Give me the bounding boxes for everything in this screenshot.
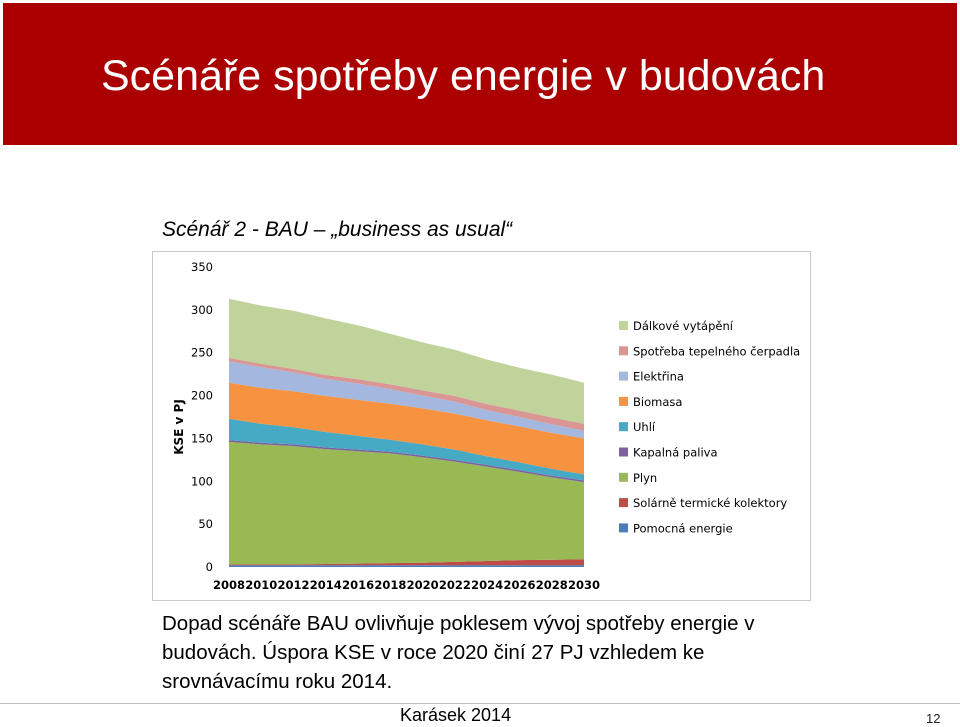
- y-tick-label-2: 100: [191, 474, 213, 489]
- legend-label-3: Biomasa: [633, 394, 683, 409]
- legend-swatch-1: [619, 346, 628, 355]
- legend-label-8: Pomocná energie: [633, 521, 733, 536]
- x-tick-label-9: 2026: [503, 578, 536, 592]
- page-number: 12: [926, 711, 941, 726]
- x-tick-label-0: 2008: [212, 578, 246, 592]
- x-tick-label-7: 2022: [438, 578, 471, 592]
- title-bar: [3, 3, 957, 145]
- legend-swatch-0: [619, 321, 628, 330]
- y-axis-title: KSE v PJ: [172, 399, 186, 455]
- x-tick-label-4: 2016: [342, 578, 375, 592]
- legend-swatch-7: [619, 498, 628, 507]
- legend-label-5: Kapalná paliva: [633, 445, 718, 460]
- legend-label-6: Plyn: [633, 470, 658, 485]
- x-tick-label-10: 2028: [535, 578, 568, 592]
- legend-swatch-6: [619, 473, 628, 482]
- chart-frame: [152, 251, 811, 601]
- x-tick-label-1: 2010: [245, 578, 278, 592]
- x-tick-label-5: 2018: [374, 578, 407, 592]
- legend-label-4: Uhlí: [633, 420, 656, 435]
- x-tick-label-11: 2030: [567, 578, 601, 592]
- x-tick-label-6: 2020: [406, 578, 439, 592]
- y-tick-label-7: 350: [191, 260, 213, 274]
- legend-label-2: Elektřina: [633, 369, 684, 384]
- footer-author: Karásek 2014: [400, 705, 512, 725]
- slide-caption: Dopad scénáře BAU ovlivňuje poklesem vývoj spotřeby energie v budovách. Úspora KSE v roce 2020 činí 27 PJ vzhledem ke srovnávacímu roku 2014.: [162, 612, 755, 693]
- legend-swatch-8: [619, 523, 628, 532]
- y-tick-label-5: 250: [191, 345, 213, 360]
- footer-divider: [0, 703, 960, 704]
- legend-label-7: Solárně termické kolektory: [633, 496, 788, 511]
- x-tick-label-8: 2024: [471, 578, 504, 592]
- y-tick-label-6: 300: [191, 302, 213, 317]
- legend-swatch-3: [619, 397, 628, 406]
- y-tick-label-0: 0: [205, 560, 213, 574]
- legend-label-1: Spotřeba tepelného čerpadla: [633, 344, 801, 359]
- legend-label-0: Dálkové vytápění: [633, 319, 733, 333]
- y-tick-label-1: 50: [198, 517, 213, 532]
- y-tick-label-3: 150: [191, 431, 213, 446]
- area-series-0: [229, 565, 584, 567]
- slide-subtitle: Scénář 2 - BAU – „business as usual“: [162, 218, 513, 241]
- stacked-area-chart: [153, 252, 812, 602]
- legend-swatch-4: [619, 422, 628, 431]
- y-tick-label-4: 200: [191, 388, 213, 403]
- legend-swatch-2: [619, 372, 628, 381]
- slide-title: Scénáře spotřeby energie v budovách: [101, 52, 826, 100]
- x-tick-label-3: 2014: [309, 578, 342, 592]
- legend-swatch-5: [619, 448, 628, 457]
- x-tick-label-2: 2012: [277, 578, 310, 592]
